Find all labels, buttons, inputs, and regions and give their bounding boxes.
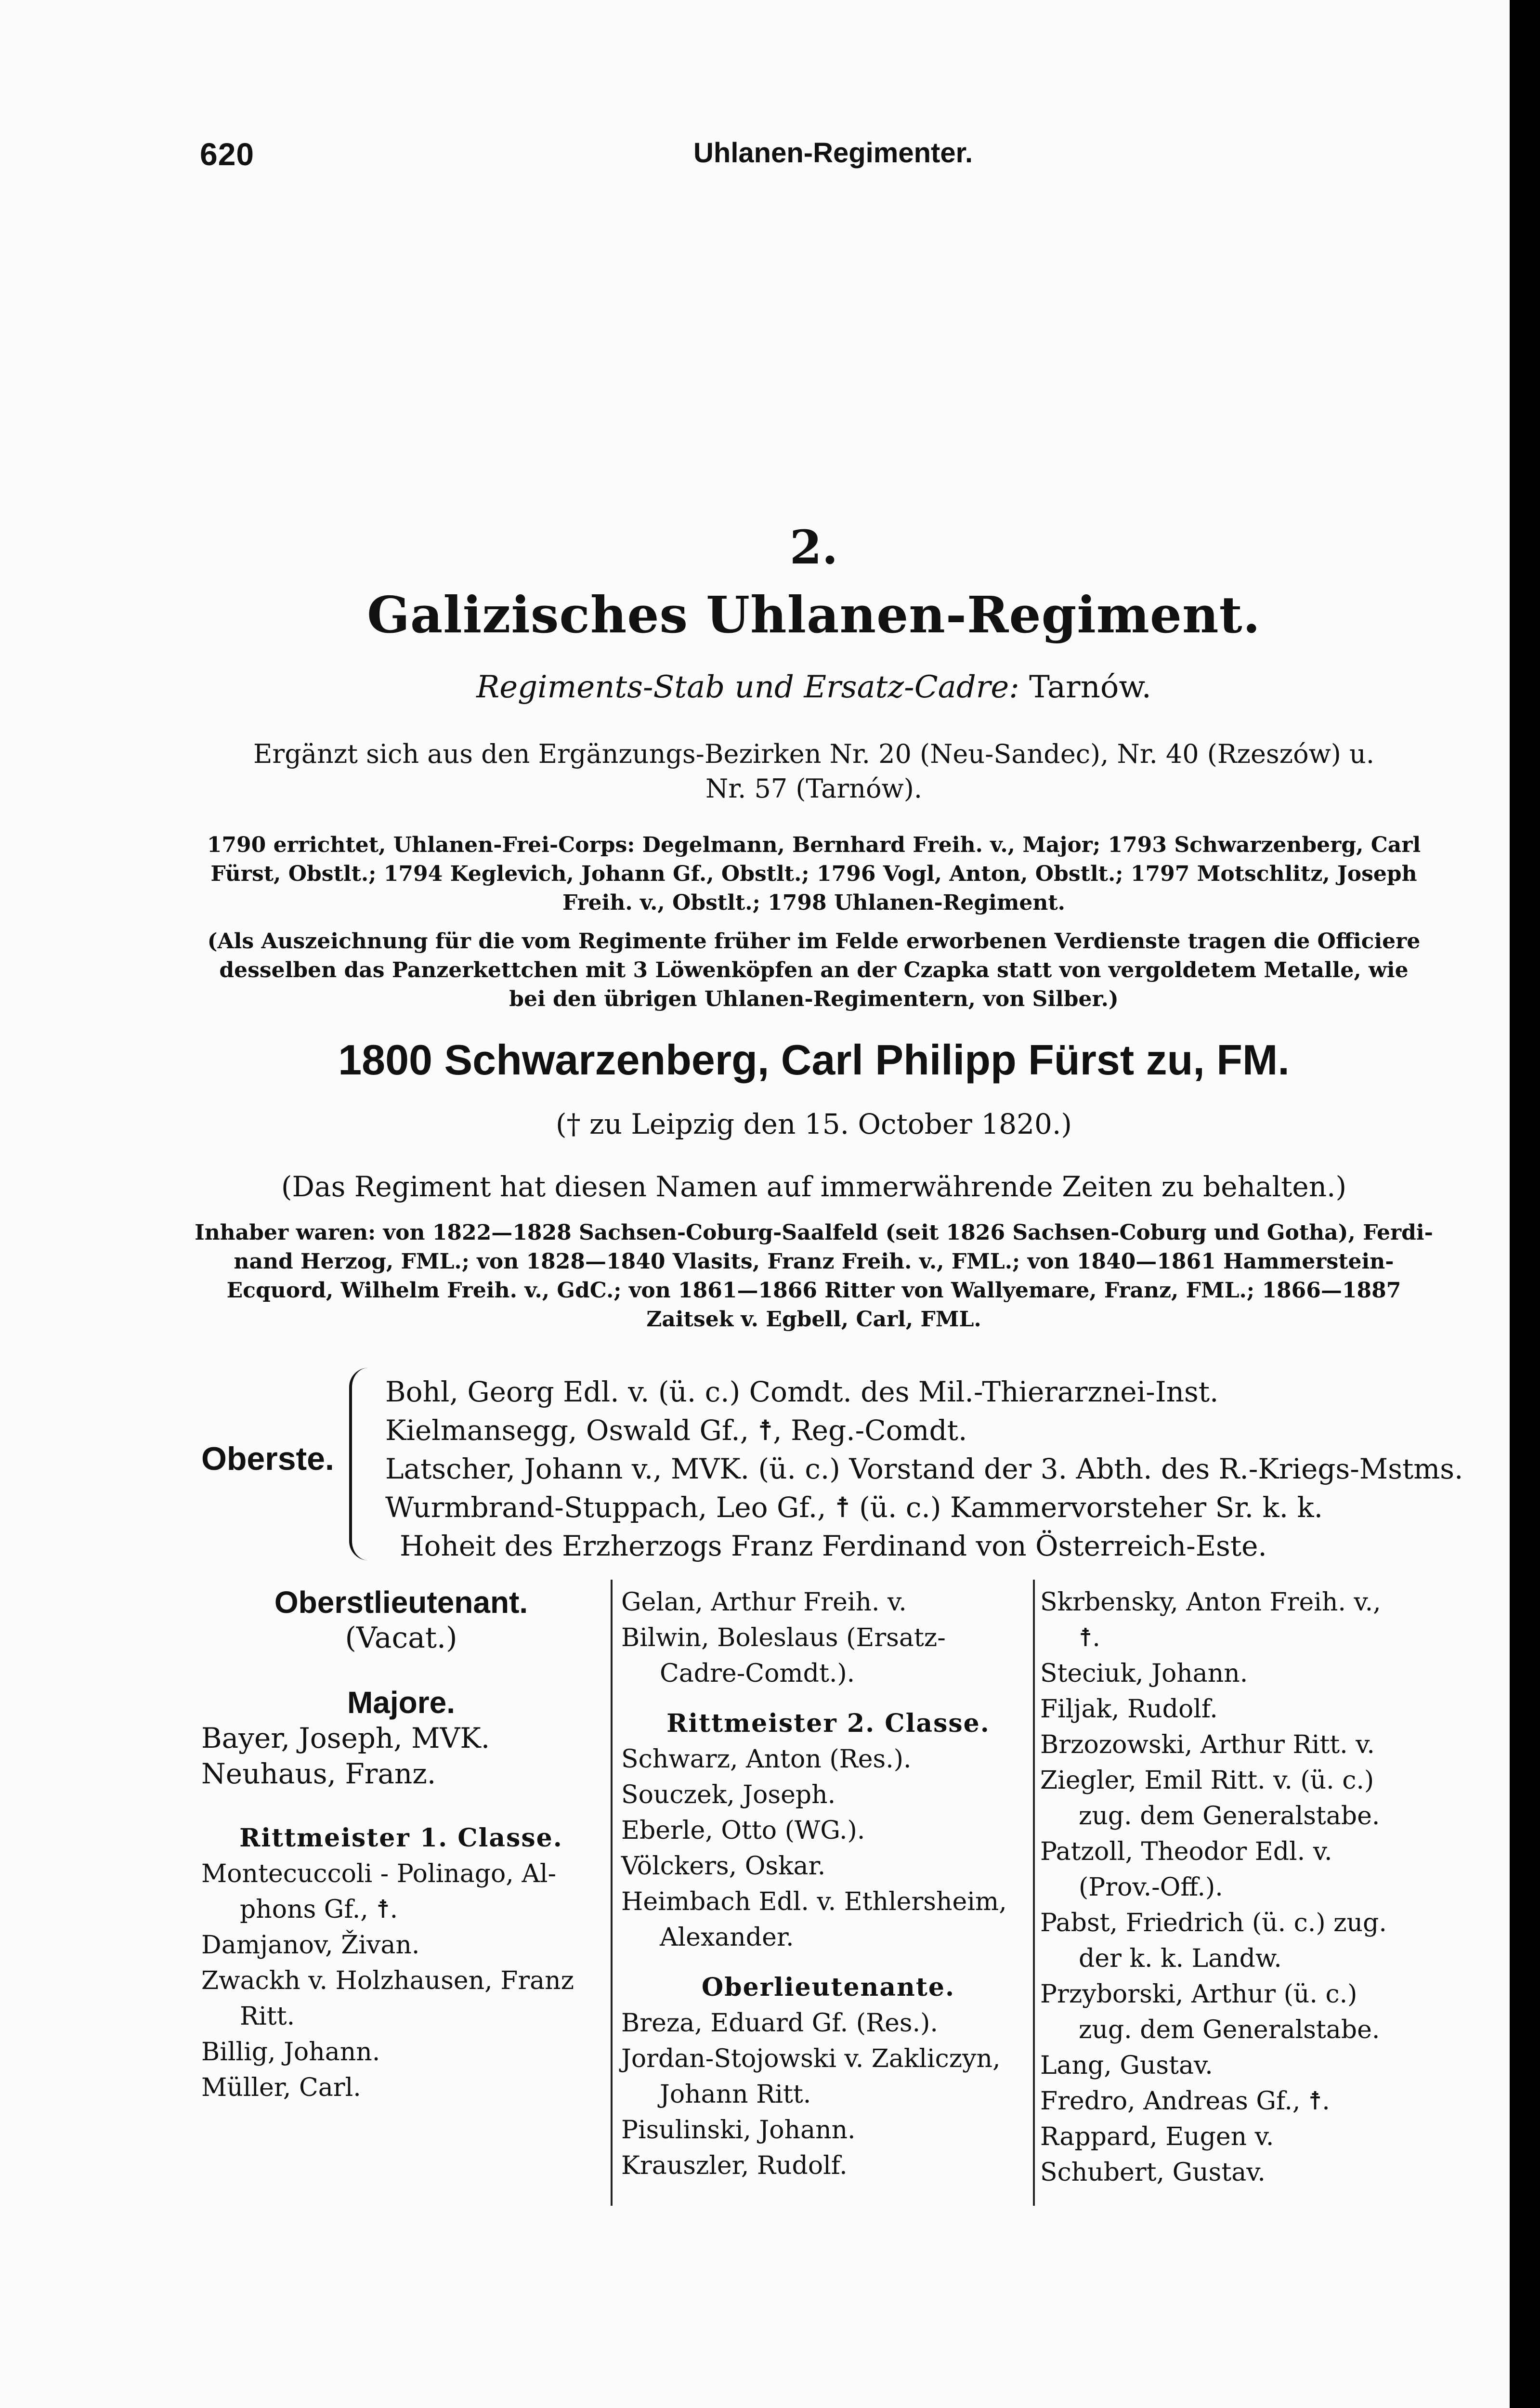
olt-entry: Filjak, Rudolf.	[1040, 1695, 1218, 1724]
majore-heading: Majore.	[347, 1685, 456, 1720]
column-3	[1040, 1584, 1449, 2190]
oberste-list	[385, 1373, 1463, 1565]
oberste-entry: Wurmbrand-Stuppach, Leo Gf., ☨ (ü. c.) Kammervorsteher Sr. k. k.	[385, 1491, 1323, 1524]
olt-entry-cont: ☨.	[1079, 1623, 1100, 1652]
rm1-entry: Montecuccoli - Polinago, Al-	[201, 1859, 557, 1888]
former-line: nand Herzog, FML.; von 1828—1840 Vlasits, Franz Freih. v., FML.; von 1840—1861 Hammerstein-	[234, 1249, 1394, 1274]
former-line: Zaitsek v. Egbell, Carl, FML.	[646, 1307, 981, 1332]
inhaber-name: 1800 Schwarzenberg, Carl Philipp Fürst zu, FM.	[338, 1036, 1290, 1084]
rm1-entry-cont: phons Gf., ☨.	[240, 1895, 398, 1924]
note-line: (Als Auszeichnung für die vom Regimente früher im Felde erworbenen Verdienste tragen die Officiere	[207, 929, 1421, 954]
note-line: bei den übrigen Uhlanen-Regimentern, von Silber.)	[509, 987, 1119, 1011]
rm1-entry-cont: Ritt.	[240, 2002, 295, 2031]
olt-entry-cont: (Prov.-Off.).	[1079, 1873, 1223, 1902]
rm1-heading: Rittmeister 1. Classe.	[239, 1823, 563, 1853]
rm2-entry: Völckers, Oskar.	[621, 1852, 826, 1881]
olt-heading: Oberlieutenante.	[701, 1973, 955, 2002]
olt-entry: Fredro, Andreas Gf., ☨.	[1040, 2087, 1330, 2116]
obstlt-value: (Vacat.)	[345, 1621, 457, 1655]
page-number: 620	[200, 136, 255, 172]
rm2-entry: Schwarz, Anton (Res.).	[621, 1745, 912, 1774]
olt-entry-cont: Johann Ritt.	[660, 2080, 811, 2109]
rm2-entry: Souczek, Joseph.	[621, 1780, 836, 1809]
recruitment-line: Nr. 57 (Tarnów).	[705, 773, 922, 804]
oberste-label: Oberste.	[201, 1440, 334, 1477]
running-title-text: Uhlanen-Regimenter.	[693, 137, 973, 169]
olt-entry: Steciuk, Johann.	[1040, 1659, 1248, 1688]
olt-entry: Krauszler, Rudolf.	[621, 2151, 848, 2180]
history-line: Fürst, Obstlt.; 1794 Keglevich, Johann Gf., Obstlt.; 1796 Vogl, Anton, Obstlt.; 1797 Motschlitz, Joseph	[210, 862, 1417, 886]
obstlt-heading: Oberstlieutenant.	[274, 1585, 528, 1620]
rm1-entry: Damjanov, Živan.	[201, 1931, 420, 1960]
olt-entry: Ziegler, Emil Ritt. v. (ü. c.)	[1040, 1766, 1374, 1795]
recruitment-line: Ergänzt sich aus den Ergänzungs-Bezirken Nr. 20 (Neu-Sandec), Nr. 40 (Rzeszów) u.	[253, 739, 1374, 769]
olt-entry: Jordan-Stojowski v. Zakliczyn,	[621, 2044, 1001, 2073]
inhaber-death: († zu Leipzig den 15. October 1820.)	[555, 1108, 1072, 1140]
olt-entry: Lang, Gustav.	[1040, 2051, 1213, 2080]
former-inhaber	[183, 1218, 1445, 1334]
distinction-note	[183, 927, 1445, 1014]
history-text	[183, 831, 1445, 917]
olt-entry: Skrbensky, Anton Freih. v.,	[1040, 1588, 1381, 1617]
rm1-entry: Müller, Carl.	[201, 2073, 361, 2102]
olt-entry: Pisulinski, Johann.	[621, 2116, 856, 2145]
major-entry: Neuhaus, Franz.	[201, 1757, 436, 1790]
olt-entry-cont: zug. dem Generalstabe.	[1079, 2015, 1380, 2044]
rm2-entry-cont: Alexander.	[660, 1923, 794, 1952]
oberste-entry: Latscher, Johann v., MVK. (ü. c.) Vorstand der 3. Abth. des R.-Kriegs-Mstms.	[385, 1453, 1463, 1485]
olt-entry-cont: der k. k. Landw.	[1079, 1944, 1282, 1973]
staff-place: Tarnów.	[1029, 669, 1151, 705]
regiment-title: Galizisches Uhlanen-Regiment.	[367, 585, 1261, 644]
olt-entry: Pabst, Friedrich (ü. c.) zug.	[1040, 1909, 1387, 1937]
former-line: Ecquord, Wilhelm Freih. v., GdC.; von 1861—1866 Ritter von Wallyemare, Franz, FML.; 1866—1887	[226, 1278, 1401, 1303]
column-2	[621, 1584, 1035, 2184]
rm-entry-cont: Cadre-Comdt.).	[660, 1659, 855, 1688]
olt-entry: Breza, Eduard Gf. (Res.).	[621, 2009, 938, 2038]
olt-entry-cont: zug. dem Generalstabe.	[1079, 1802, 1380, 1831]
former-line: Inhaber waren: von 1822—1828 Sachsen-Coburg-Saalfeld (seit 1826 Sachsen-Coburg und Gotha), Ferdi-	[195, 1220, 1433, 1245]
rm2-entry: Eberle, Otto (WG.).	[621, 1816, 865, 1845]
rm1-entry: Billig, Johann.	[201, 2038, 380, 2067]
olt-entry: Brzozowski, Arthur Ritt. v.	[1040, 1730, 1375, 1759]
olt-entry: Patzoll, Theodor Edl. v.	[1040, 1837, 1332, 1866]
rm2-entry: Heimbach Edl. v. Ethlersheim,	[621, 1887, 1007, 1916]
olt-entry: Rappard, Eugen v.	[1040, 2122, 1274, 2151]
curly-brace	[349, 1368, 371, 1560]
oberste-entry: Kielmansegg, Oswald Gf., ☨, Reg.-Comdt.	[385, 1414, 967, 1447]
staff-label: Regiments-Stab und Ersatz-Cadre:	[476, 669, 1019, 705]
perpetual-name-note: (Das Regiment hat diesen Namen auf immerwährende Zeiten zu behalten.)	[281, 1170, 1347, 1203]
history-line: Freih. v., Obstlt.; 1798 Uhlanen-Regiment.	[562, 890, 1065, 915]
regiment-number: 2.	[789, 520, 838, 575]
note-line: desselben das Panzerkettchen mit 3 Löwenköpfen an der Czapka statt von vergoldetem Metalle, wie	[219, 958, 1409, 982]
olt-entry: Przyborski, Arthur (ü. c.)	[1040, 1980, 1357, 2009]
column-1	[201, 1584, 601, 2106]
major-entry: Bayer, Joseph, MVK.	[201, 1722, 490, 1754]
rm-entry: Bilwin, Boleslaus (Ersatz-	[621, 1623, 946, 1652]
scan-border	[1510, 0, 1540, 2408]
rm-entry: Gelan, Arthur Freih. v.	[621, 1588, 907, 1617]
recruitment-text	[183, 737, 1445, 806]
regiment-staff	[183, 669, 1445, 705]
rm2-heading: Rittmeister 2. Classe.	[666, 1709, 990, 1738]
olt-entry: Schubert, Gustav.	[1040, 2158, 1266, 2187]
history-line: 1790 errichtet, Uhlanen-Frei-Corps: Degelmann, Bernhard Freih. v., Major; 1793 Schwarzenberg, Carl	[207, 833, 1421, 857]
column-divider	[611, 1580, 613, 2206]
oberste-entry: Hoheit des Erzherzogs Franz Ferdinand von Österreich-Este.	[400, 1530, 1267, 1562]
oberste-entry: Bohl, Georg Edl. v. (ü. c.) Comdt. des Mil.-Thierarznei-Inst.	[385, 1375, 1219, 1408]
rm1-entry: Zwackh v. Holzhausen, Franz	[201, 1966, 574, 1995]
